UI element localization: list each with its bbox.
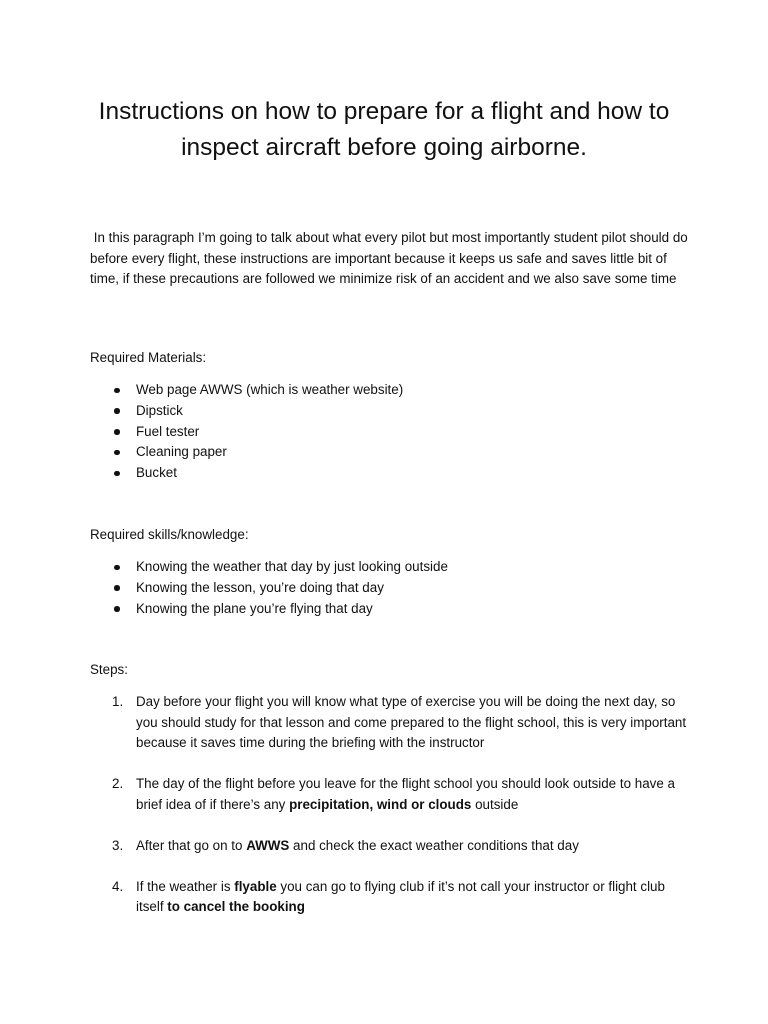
step-emphasis-end: to cancel the booking	[167, 899, 305, 914]
step-item	[90, 692, 690, 754]
list-item-text: Web page AWWS (which is weather website)	[136, 382, 404, 397]
bullet-icon	[114, 450, 120, 456]
step-number: 3.	[112, 837, 124, 853]
intro-paragraph: In this paragraph I’m going to talk about what every pilot but most importantly student pilot should do before every flight, these instructions are important because it keeps us safe and saves little bit of time, if these precautions are followed we minimize risk of an accident and we also save some time	[90, 230, 692, 286]
skills-heading: Required skills/knowledge:	[90, 527, 249, 542]
bullet-icon	[114, 429, 120, 435]
step-item	[90, 836, 690, 857]
list-item-text: Dipstick	[136, 402, 183, 418]
list-item-text: Bucket	[136, 465, 177, 481]
step-number: 2.	[112, 776, 124, 791]
step-text-end: and check the exact weather conditions that day	[289, 837, 579, 853]
materials-list	[90, 380, 690, 484]
step-emphasis: flyable	[234, 878, 277, 894]
list-item-text: Knowing the lesson, you’re doing that day	[136, 579, 384, 595]
list-item-text: Knowing the weather that day by just looking outside	[136, 559, 448, 574]
list-item	[90, 463, 690, 484]
skills-list	[90, 557, 690, 619]
step-item	[90, 774, 690, 815]
steps-list	[90, 692, 690, 938]
step-text: If the weather is	[136, 878, 235, 894]
step-number: 4.	[112, 878, 124, 894]
step-text: Day before your flight you will know what type of exercise you will be doing the next day, so you should study for that lesson and come prepared to the flight school, this is very important because it saves time during the briefing with the instructor	[136, 694, 687, 750]
list-item-text: Fuel tester	[136, 423, 200, 439]
list-item	[90, 599, 690, 620]
step-number: 1.	[112, 694, 124, 709]
step-item	[90, 877, 690, 918]
list-item	[90, 380, 690, 401]
step-text-end: outside	[471, 796, 519, 812]
step-emphasis: AWWS	[246, 837, 290, 853]
step-text: After that go on to	[136, 837, 247, 853]
list-item-text: Cleaning paper	[136, 444, 227, 460]
step-text: The day of the flight before you leave for the flight school you should look outside to have a brief idea of if there’s any	[136, 776, 675, 812]
bullet-icon	[114, 585, 120, 591]
list-item	[90, 422, 690, 443]
document-title: Instructions on how to prepare for a flight and how to inspect aircraft before going airborne.	[98, 98, 670, 161]
bullet-icon	[114, 408, 120, 414]
bullet-icon	[114, 471, 120, 477]
materials-heading: Required Materials:	[90, 350, 207, 365]
list-item	[90, 442, 690, 463]
steps-heading: Steps:	[90, 662, 128, 677]
list-item	[90, 401, 690, 422]
list-item	[90, 578, 690, 599]
bullet-icon	[114, 388, 120, 394]
list-item	[90, 557, 690, 578]
step-emphasis: precipitation, wind or clouds	[289, 796, 472, 812]
list-item-text: Knowing the plane you’re flying that day	[136, 600, 373, 616]
bullet-icon	[114, 606, 120, 612]
bullet-icon	[114, 565, 120, 571]
step-text-mid: you can go to flying club if it’s not call your instructor or flight club itself	[136, 878, 665, 914]
